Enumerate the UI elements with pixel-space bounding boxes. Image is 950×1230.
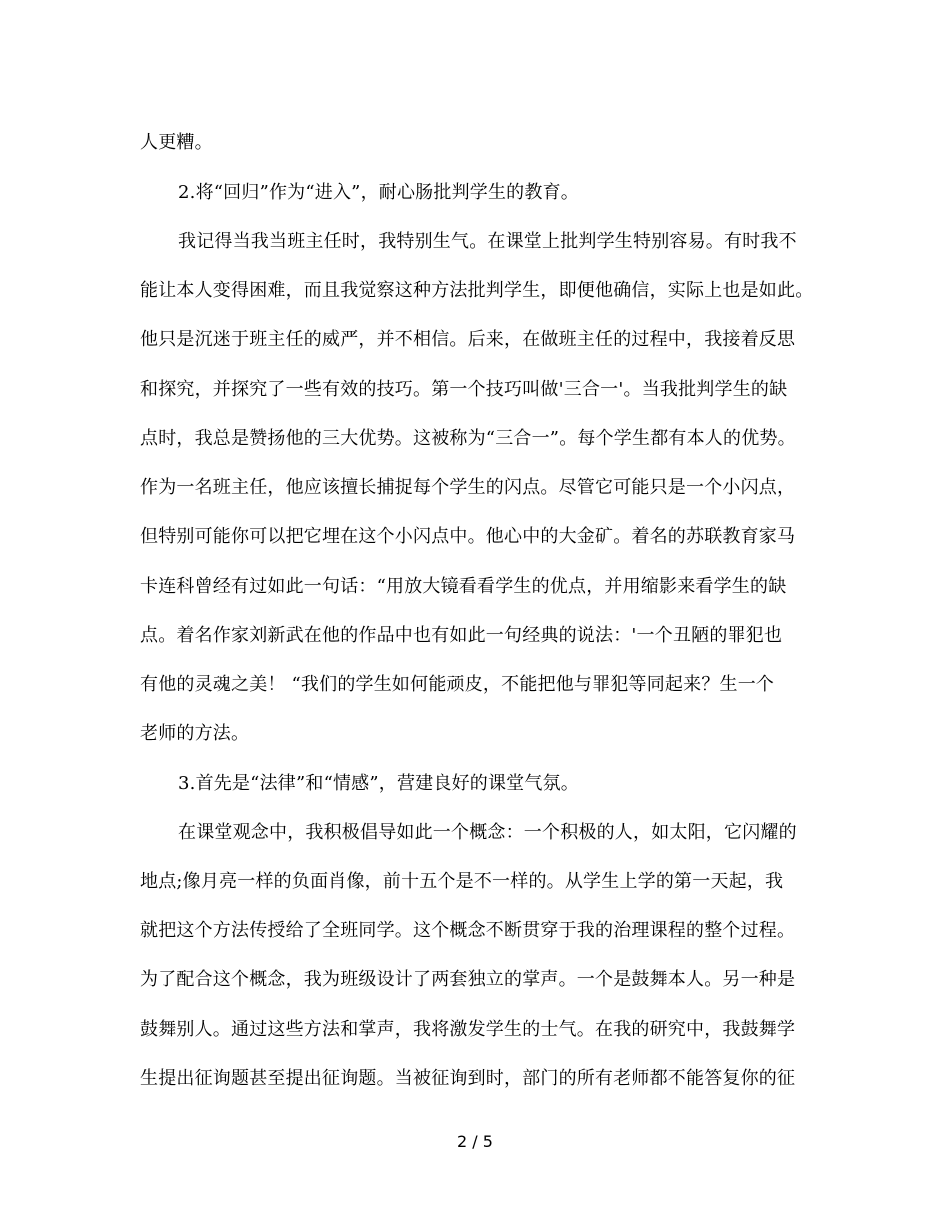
text-line: 卡连科曾经有过如此一句话：“用放大镜看看学生的优点，并用缩影来看学生的缺 [140,576,787,597]
text-line: 和探究，并探究了一些有效的技巧。第一个技巧叫做'三合一'。当我批判学生的缺 [140,379,788,400]
text-line: 老师的方法。 [140,723,250,744]
text-line: 作为一名班主任，他应该擅长捕捉每个学生的闪点。尽管它可能只是一个小闪点， [140,477,796,498]
section-heading: 3.首先是“法律”和“情感”，营建良好的课堂气氛。 [178,773,579,794]
text-line: 点时，我总是赞扬他的三大优势。这被称为“三合一”。每个学生都有本人的优势。 [140,428,796,449]
text-line: 生提出征询题甚至提出征询题。当被征询到时，部门的所有老师都不能答复你的征 [140,1068,796,1089]
paragraph-first-line: 在课堂观念中，我积极倡导如此一个概念：一个积极的人，如太阳，它闪耀的 [178,822,797,843]
text-line: 能让本人变得困难，而且我觉察这种方法批判学生，即便他确信，实际上也是如此。 [140,280,814,301]
paragraph-first-line: 我记得当我当班主任时，我特别生气。在课堂上批判学生特别容易。有时我不 [178,231,797,252]
text-line: 他只是沉迷于班主任的威严，并不相信。后来，在做班主任的过程中，我接着反思 [140,329,796,350]
text-line: 就把这个方法传授给了全班同学。这个概念不断贯穿于我的治理课程的整个过程。 [140,920,796,941]
text-line: 鼓舞别人。通过这些方法和掌声，我将激发学生的士气。在我的研究中，我鼓舞学 [140,1019,796,1040]
text-line: 人更糟。 [140,132,213,153]
section-heading: 2.将“回归”作为“进入”，耐心肠批判学生的教育。 [178,182,579,203]
page-number: 2 / 5 [457,1132,493,1151]
text-line: 点。着名作家刘新武在他的作品中也有如此一句经典的说法：'一个丑陋的罪犯也 [140,625,783,646]
text-line: 为了配合这个概念，我为班级设计了两套独立的掌声。一个是鼓舞本人。另一种是 [140,969,796,990]
text-line: 有他的灵魂之美！ “我们的学生如何能顽皮，不能把他与罪犯等同起来？生一个 [140,674,775,695]
text-line: 地点;像月亮一样的负面肖像，前十五个是不一样的。从学生上学的第一天起，我 [140,871,784,892]
text-line: 但特别可能你可以把它埋在这个小闪点中。他心中的大金矿。着名的苏联教育家马 [140,526,796,547]
